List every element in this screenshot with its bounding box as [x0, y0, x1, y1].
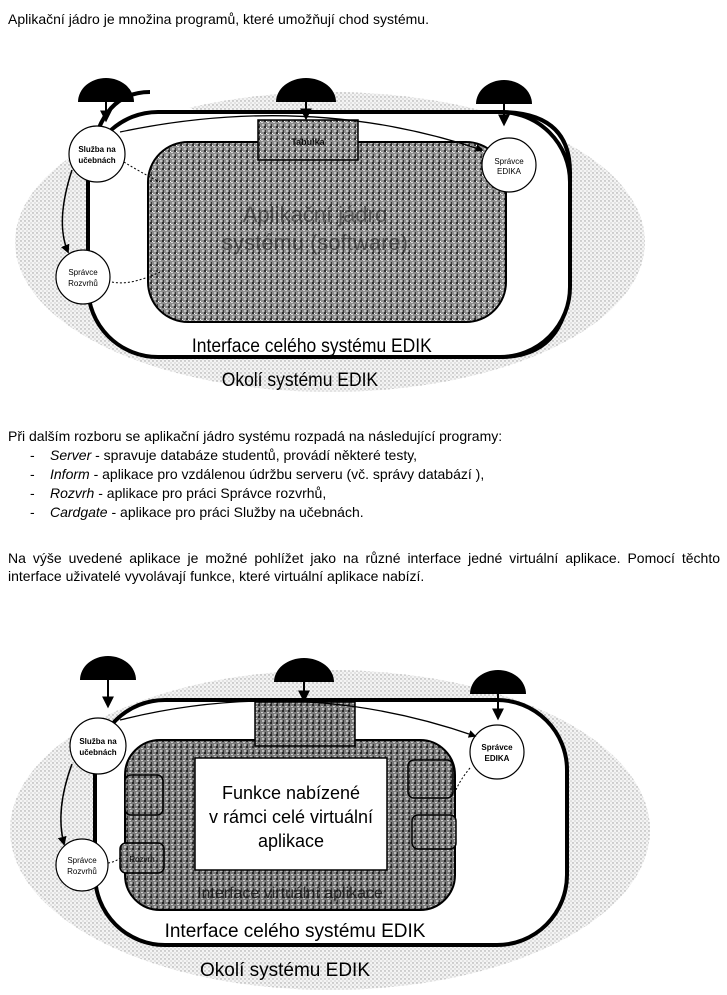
side-module-left — [125, 775, 163, 815]
intro-text: Aplikační jádro je množina programů, které umožňují chod systému. — [8, 11, 429, 27]
program-desc: - aplikace pro vzdálenou údržbu serveru (vč. správy databází ), — [89, 466, 485, 482]
role-edika-line2: EDIKA — [496, 167, 522, 176]
role-sluzba-line2: učebnách — [78, 156, 116, 165]
role-sluzba-line1: Služba na — [79, 737, 117, 746]
program-desc: - aplikace pro práci Služby na učebnách. — [107, 504, 364, 520]
program-name: Cardgate — [50, 504, 108, 520]
role-edika-line1: Správce — [481, 743, 513, 752]
role-circle-sluzba — [69, 126, 125, 182]
environment-label: Okolí systému EDIK — [200, 960, 370, 981]
role-sluzba-line2: učebnách — [79, 748, 117, 757]
role-sluzba-line1: Služba na — [78, 145, 116, 154]
role-circle-rozvrh — [56, 839, 108, 891]
role-edika-line1: Správce — [494, 157, 524, 166]
top-box-label: Tabulka — [291, 137, 325, 147]
program-desc: - spravuje databáze studentů, provádí některé testy, — [91, 447, 418, 463]
role-circle-edika — [470, 725, 524, 779]
user-icon-sluzba — [80, 656, 136, 706]
virtual-interface-label: Interface virtuální aplikace — [197, 885, 383, 902]
functions-line3: aplikace — [257, 831, 325, 851]
interface-label: Interface celého systému EDIK — [191, 334, 432, 357]
analysis-intro: Při dalším rozboru se aplikační jádro systému rozpadá na následující programy: — [8, 428, 503, 444]
list-item: - Rozvrh - aplikace pro práci Správce rozvrhů, — [30, 485, 327, 501]
side-module-right-top — [408, 760, 453, 798]
list-item: - Server - spravuje databáze studentů, provádí některé testy, — [30, 447, 418, 463]
side-module-right — [412, 815, 456, 849]
program-name: Rozvrh — [50, 485, 95, 501]
core-label-line2: systému (software) — [222, 230, 408, 255]
program-desc: - aplikace pro práci Správce rozvrhů, — [94, 485, 327, 501]
role-circle-sluzba — [70, 718, 126, 774]
functions-line2: v rámci celé virtuální — [208, 807, 374, 827]
top-module — [255, 702, 355, 746]
program-name: Inform — [50, 466, 90, 482]
program-list — [30, 446, 484, 522]
interface-label: Interface celého systému EDIK — [164, 921, 426, 942]
list-item: - Inform - aplikace pro vzdálenou údržbu serveru (vč. správy databází ), — [30, 466, 485, 482]
diagram-virtual-application — [0, 650, 727, 995]
rozvrh-module-label: Rozvrh — [129, 855, 155, 864]
functions-line1: Funkce nabízené — [221, 783, 361, 803]
core-label-line1: Aplikační jádro — [242, 202, 388, 227]
diagram-application-core — [0, 72, 727, 402]
paragraph-virtual-application: Na výše uvedené aplikace je možné pohlížet jako na různé interface jedné virtuální aplikace. Pomocí těchto interface uživatelé vyvolávají funkce, které virtuální aplikace nabízí. — [8, 550, 720, 584]
program-name: Server — [50, 447, 92, 463]
role-circle-rozvrh — [56, 250, 110, 304]
role-rozvrh-line1: Správce — [67, 856, 97, 865]
role-edika-line2: EDIKA — [484, 754, 510, 763]
role-rozvrh-line1: Správce — [68, 268, 98, 277]
environment-label: Okolí systému EDIK — [221, 368, 379, 391]
role-rozvrh-line2: Rozvrhů — [67, 867, 97, 876]
role-rozvrh-line2: Rozvrhů — [68, 279, 98, 288]
list-item: - Cardgate - aplikace pro práci Služby na učebnách. — [30, 504, 364, 520]
